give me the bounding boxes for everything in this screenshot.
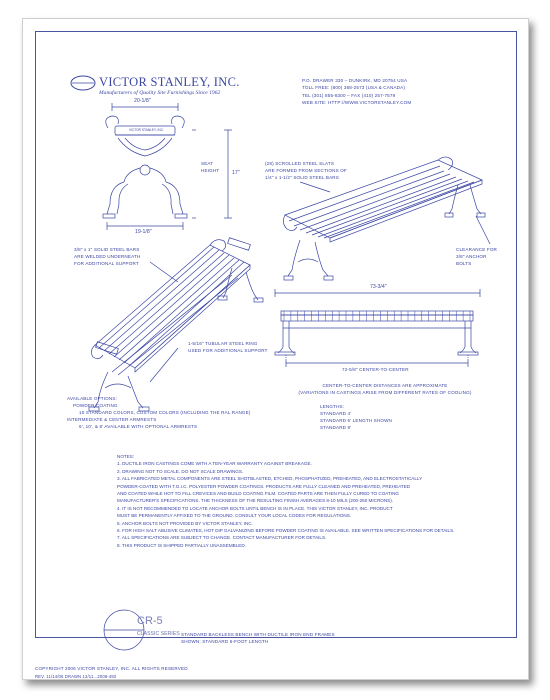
contact-toll-free: TOLL FREE: (800) 368-2573 (USA & CANADA): [302, 85, 406, 91]
tubular-callout: [188, 340, 268, 354]
note-4-cont: MUST BE PERMANENTLY AFFIXED TO THE GROUND. CONSULT YOUR LOCAL CODES FOR REGULATIONS.: [117, 513, 352, 519]
notes-heading: NOTES:: [117, 454, 135, 459]
series-name: CLASSIC SERIES: [137, 631, 180, 637]
bars-callout-line1: 3/8" x 1" SOLID STEEL BARS: [74, 247, 140, 252]
side-elevation-slats: [284, 311, 470, 321]
options-powder-coating: POWDER COATING: [73, 403, 118, 408]
options-armrests: INTERMEDIATE & CENTER ARMRESTS: [67, 417, 157, 422]
product-description: STANDARD BACKLESS BENCH WITH DUCTILE IRON END FRAMES: [181, 632, 335, 637]
slats-callout: [265, 160, 347, 181]
slats-leader: [300, 182, 330, 192]
lengths-6ft: STANDARD 6' LENGTH SHOWN: [320, 418, 393, 423]
notes-block: [117, 453, 454, 549]
options-block: [67, 395, 251, 430]
base-width-dimension: 19-1/8": [135, 229, 152, 235]
model-number: CR-5: [137, 615, 163, 627]
revision-info: REV. 11/14/06 DRAWN 12/11...2006-483: [35, 674, 117, 679]
slats-callout-line3: 1/4" x 1-1/2" SOLID STEEL BARS: [265, 175, 339, 180]
tubular-callout-line1: 1-5/16" TUBULAR STEEL RING: [188, 341, 258, 346]
slats-callout-line1: (28) SCROLLED STEEL SLATS: [265, 161, 335, 166]
bars-callout-line2: ARE WELDED UNDERNEATH: [74, 254, 141, 259]
contact-block: [302, 77, 411, 107]
side-elevation-drawing: [275, 289, 480, 367]
options-heading: AVAILABLE OPTIONS:: [67, 396, 118, 401]
lengths-block: [320, 403, 392, 431]
note-3-cont-1: POWDER-COATED WITH T.G.I.C. POLYESTER POWDER COATINGS. PRODUCTS ARE FULLY CLEANED AND PREHEATED, PREHEATED: [117, 483, 411, 489]
options-colors: 10 STANDARD COLORS, CUSTOM COLORS (INCLUDING THE RAL RANGE): [79, 410, 251, 415]
note-4: 4. IT IS NOT RECOMMENDED TO LOCATE ANCHOR BOLTS UNTIL BENCH IS IN PLACE. THIS VICTOR STANLEY, INC. PRODUCT: [117, 505, 393, 511]
vs-logo-icon: [71, 76, 95, 90]
clearance-callout: [456, 246, 497, 267]
top-width-dimension: 20-1/8": [134, 98, 151, 104]
clearance-callout-line2: 3/8" ANCHOR: [456, 254, 487, 259]
note-7: 7. ALL SPECIFICATIONS ARE SUBJECT TO CHANGE. CONTACT MANUFACTURER FOR DETAILS.: [117, 535, 327, 541]
note-8: 8. THIS PRODUCT IS SHIPPED PARTIALLY UNASSEMBLED.: [117, 542, 246, 548]
note-2: 2. DRAWING NOT TO SCALE. DO NOT SCALE DRAWINGS.: [117, 468, 244, 474]
bars-callout-line3: FOR ADDITIONAL SUPPORT: [74, 261, 139, 266]
contact-website: WEB SITE: HTTP://WWW.VICTORSTANLEY.COM: [302, 100, 412, 106]
center-to-center-dimension: 72-5/8" CENTER-TO-CENTER: [342, 367, 409, 372]
overall-length-dimension: 73-3/4": [370, 284, 387, 290]
company-name: VICTOR STANLEY, INC.: [99, 75, 240, 89]
center-note-line1: CENTER-TO-CENTER DISTANCES ARE APPROXIMATE: [322, 383, 448, 388]
tubular-callout-line2: USED FOR ADDITIONAL SUPPORT: [188, 348, 268, 353]
product-shown: SHOWN: STANDARD 6-FOOT LENGTH: [181, 639, 269, 644]
clearance-callout-line1: CLEARANCE FOR: [456, 247, 498, 252]
center-note-line2: (VARIATIONS IN CASTINGS ARISE FROM DIFFERENT RATES OF COOLING): [298, 390, 472, 395]
center-note: [290, 382, 480, 396]
contact-address: P.O. DRAWER 330 – DUNKIRK, MD 20754 USA: [302, 78, 408, 83]
note-6: 6. FOR HIGH SALT ABUSIVE CLIMATES, HOT DIP GALVANIZING BEFORE POWDER COATING IS AVAILABLE. SEE WRITTEN SPECIFICATIONS FOR DETAILS.: [117, 528, 455, 534]
copyright: COPYRIGHT 2006 VICTOR STANLEY, INC. ALL RIGHTS RESERVED: [35, 666, 188, 671]
seat-height-label: SEAT HEIGHT: [201, 161, 220, 173]
lengths-4ft: STANDARD 4': [320, 411, 352, 416]
note-3-cont-2: AND COATED WHILE HOT TO FILL CREVICES AND BUILD COATING FILM. COATED PARTS ARE THEN FULLY CURED TO COATING: [117, 491, 399, 497]
contact-phone-fax: TEL (301) 855-8300 – FAX (410) 257-7579: [302, 92, 396, 98]
clearance-callout-line3: BOLTS: [456, 261, 472, 266]
company-tagline: Manufacturers of Quality Site Furnishings Since 1962: [99, 90, 221, 96]
lengths-heading: LENGTHS:: [320, 404, 345, 409]
seat-height-value: 17": [232, 170, 240, 176]
bars-callout: [74, 246, 140, 267]
note-1: 1. DUCTILE IRON CASTINGS COME WITH A TEN-YEAR WARRANTY AGAINST BREAKAGE.: [117, 461, 312, 467]
options-lengths-armrests: 6', 10', & 8' AVAILABLE WITH OPTIONAL ARMRESTS: [79, 424, 198, 429]
end-plate-label: VICTOR STANLEY, INC.: [129, 128, 164, 132]
lengths-8ft: STANDARD 8': [320, 425, 352, 430]
clearance-leader: [476, 216, 490, 244]
note-5: 5. ANCHOR BOLTS NOT PROVIDED BY VICTOR STANLEY, INC.: [117, 520, 253, 526]
note-3-cont-3: MANUFACTURER'S SPECIFICATIONS. THE THICKNESS OF THE RESULTING FINISH AVERAGES 8-10 MILS (200-250 MICRONS).: [117, 498, 394, 504]
note-3: 3. ALL FABRICATED METAL COMPONENTS ARE STEEL SHOTBLASTED, ETCHED, PHOSPHATIZED, PREHEATED, AND ELECTROSTATICALLY: [117, 476, 423, 482]
slats-callout-line2: ARE FORMED FROM SECTIONS OF: [265, 168, 347, 173]
